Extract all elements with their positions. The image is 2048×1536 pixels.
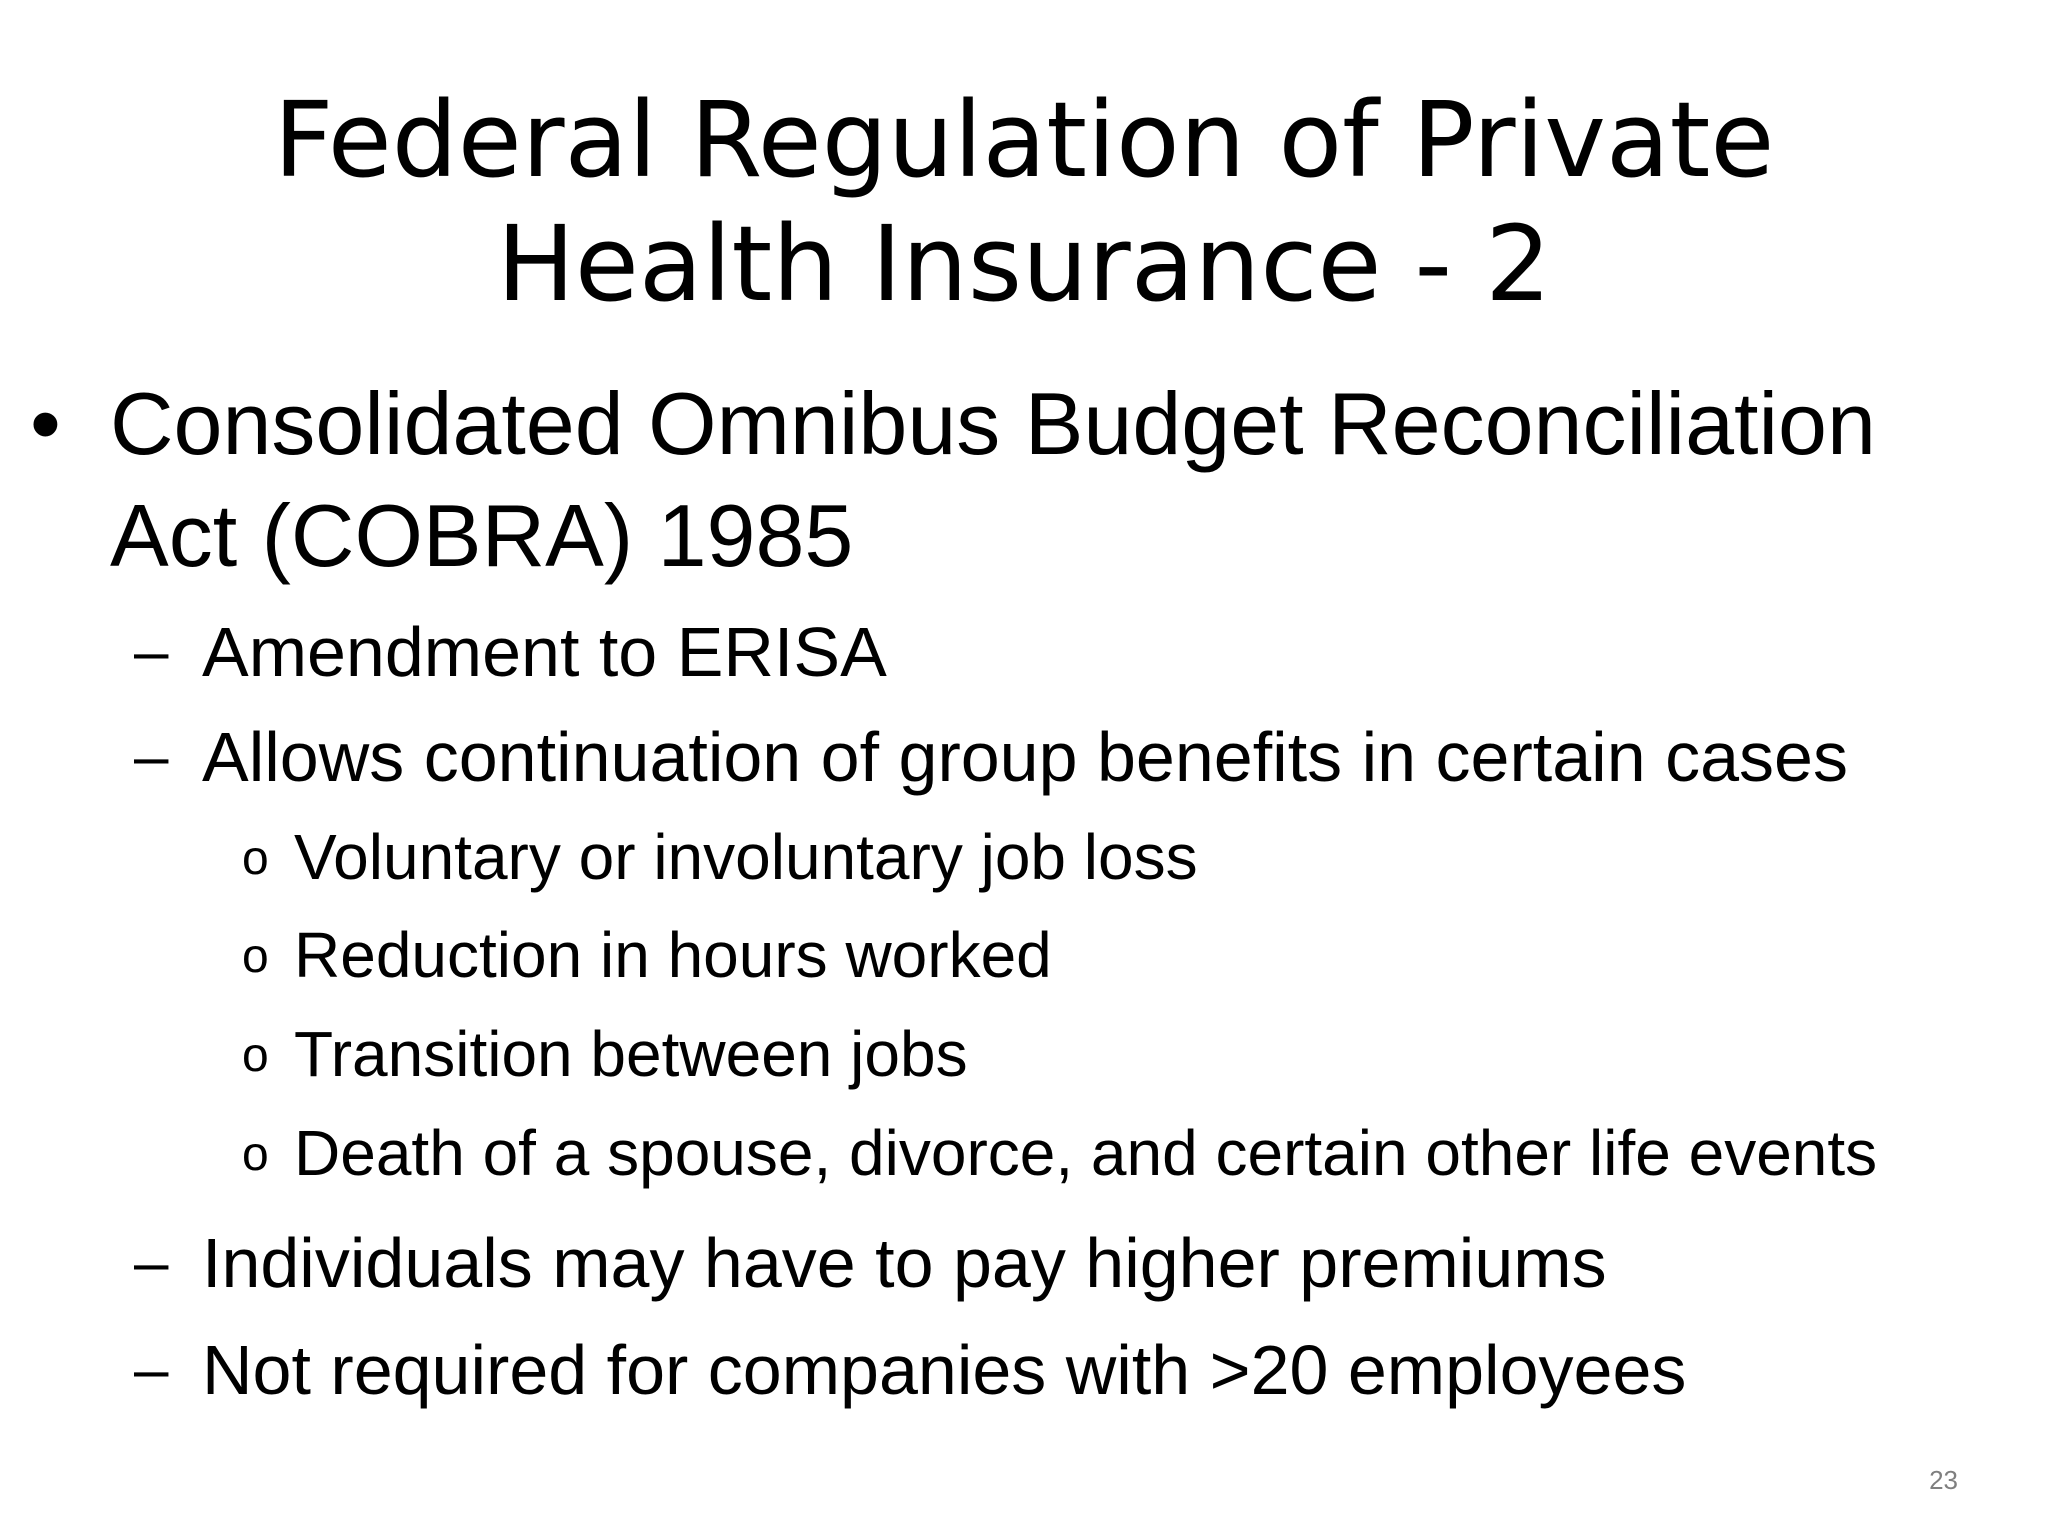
main-bullet-line-1: Consolidated Omnibus Budget Reconciliation [110, 374, 1876, 473]
case-item [242, 1013, 2034, 1095]
dash-icon: – [134, 722, 169, 791]
case-item-text: Voluntary or involuntary job loss [294, 821, 1198, 893]
dash-icon: – [134, 1228, 169, 1297]
case-item-text: Transition between jobs [294, 1018, 968, 1090]
main-bullet-line-2: Act (COBRA) 1985 [110, 486, 854, 585]
slide-title [0, 78, 2048, 326]
circle-bullet-icon: o [242, 832, 269, 885]
dash-icon: – [134, 1335, 169, 1404]
sub-bullet-text: Allows continuation of group benefits in certain cases [202, 718, 1848, 796]
sub-bullet [134, 712, 2022, 802]
circle-bullet-icon: o [242, 1029, 269, 1082]
page-number: 23 [1929, 1465, 1958, 1495]
dash-icon: – [134, 617, 169, 686]
sub-bullet-text: Amendment to ERISA [202, 613, 887, 691]
sub-bullet [134, 607, 2022, 697]
case-item [242, 816, 2034, 898]
sub-bullet [134, 1218, 2022, 1308]
case-item-text: Reduction in hours worked [294, 919, 1052, 991]
case-item-text: Death of a spouse, divorce, and certain other life events [294, 1117, 1878, 1189]
circle-bullet-icon: o [242, 1128, 269, 1181]
sub-bullet-text: Individuals may have to pay higher premiums [202, 1224, 1607, 1302]
main-bullet [30, 368, 2010, 592]
slide-title-line-1: Federal Regulation of Private [273, 79, 1775, 201]
sub-bullet [134, 1325, 2022, 1415]
slide-title-line-2: Health Insurance - 2 [496, 203, 1552, 325]
case-item [242, 1112, 2034, 1194]
case-item [242, 914, 2034, 996]
circle-bullet-icon: o [242, 930, 269, 983]
sub-bullet-text: Not required for companies with >20 employees [202, 1331, 1687, 1409]
bullet-icon: • [30, 374, 61, 473]
